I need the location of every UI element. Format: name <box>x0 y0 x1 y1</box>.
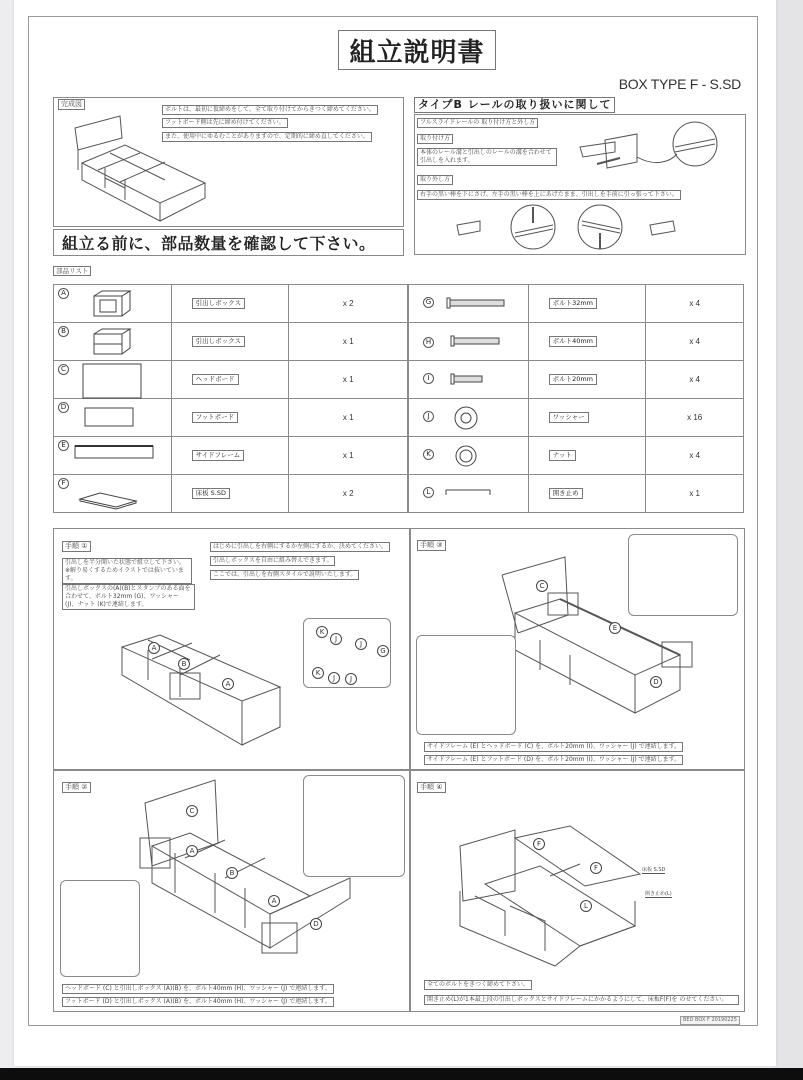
table-row <box>409 437 744 475</box>
step4-note-2: 開き止め(L)が1本最上段の引出しボックスとサイドフレームにかかるようにして、床板F(F)を のせてください。 <box>424 995 739 1005</box>
part-mark: I <box>423 373 434 384</box>
step2-note-2: フットボード (D) と引出しボックス (A)(B) を、ボルト40mm (H)、ワッシャー (J) で連結します。 <box>62 997 334 1007</box>
part-name: フットボード <box>192 412 239 423</box>
part-name: 引出しボックス <box>192 336 245 347</box>
step2-label-b: B <box>226 867 238 879</box>
part-qty: x 1 <box>289 323 408 361</box>
part-mark: J <box>423 411 434 422</box>
bolt-20-icon <box>451 374 485 384</box>
completed-bed-illustration <box>70 108 210 233</box>
table-row <box>54 285 408 323</box>
part-mark: H <box>423 337 434 348</box>
step3-label-d: D <box>650 676 662 688</box>
step4-label-l: L <box>580 900 592 912</box>
rail-attach-label: 取り付け方 <box>417 134 453 144</box>
viewer-scrollbar[interactable] <box>773 0 803 1068</box>
step2-label: 手順 ② <box>62 782 91 793</box>
table-row <box>54 323 408 361</box>
step2-detail-inset-left <box>60 880 140 977</box>
step4-note-1: 全てのボルトをきつく締めて下さい。 <box>424 980 532 990</box>
step2-label-a1: A <box>186 845 198 857</box>
completed-note-3: また、使用中にゆるむことがありますので、定期的に締め直してください。 <box>162 132 372 142</box>
part-name: ヘッドボード <box>192 374 239 385</box>
part-qty: x 2 <box>289 475 408 513</box>
drawer-box-shelf-icon <box>92 328 132 356</box>
step1-note-a: 引出しを半分開いた状態で組立して下さい。 ※解り易くするためイラストでは抜いています。 <box>62 558 192 584</box>
part-mark: K <box>423 449 434 460</box>
step3-label-e: E <box>609 622 621 634</box>
nut-icon <box>455 445 477 467</box>
step3-note-1: サイドフレーム (E) とヘッドボード (C) を、ボルト20mm (I)、ワッシャー (J) で連結します。 <box>424 742 683 752</box>
step2-label-d: D <box>310 918 322 930</box>
part-name: 引出しボックス <box>192 298 245 309</box>
step3-label: 手順 ③ <box>417 540 446 551</box>
part-name: ナット <box>549 450 576 461</box>
model-name: BOX TYPE F - S.SD <box>618 76 741 92</box>
parts-list-label: 部品リスト <box>53 266 91 276</box>
part-mark: A <box>58 288 69 299</box>
table-row <box>409 323 744 361</box>
bolt-40-icon <box>451 336 501 346</box>
table-row <box>409 399 744 437</box>
step1-detail-j2: J <box>355 638 367 650</box>
step1-detail-j1: J <box>330 633 342 645</box>
part-name: ボルト32mm <box>549 298 597 309</box>
document-title: 組立説明書 <box>338 30 496 70</box>
rail-section-heading: タイプB レールの取り扱いに関して <box>414 97 615 113</box>
table-row <box>409 475 744 513</box>
step1-right-note-2: 引出しボックスを自由に組み替えできます。 <box>210 556 335 566</box>
step1-detail-j3: J <box>328 672 340 684</box>
part-qty: x 4 <box>646 361 744 399</box>
part-name: サイドフレーム <box>192 450 245 461</box>
rail-attach-text: 本体のレール溝と引出しのレールの溝を合わせて引出しを入れます。 <box>417 148 557 166</box>
table-row <box>409 285 744 323</box>
part-name: ボルト40mm <box>549 336 597 347</box>
part-mark: F <box>58 478 69 489</box>
part-name: ボルト20mm <box>549 374 597 385</box>
step1-label-a2: A <box>222 678 234 690</box>
table-row <box>54 399 408 437</box>
part-qty: x 2 <box>289 285 408 323</box>
table-row <box>54 361 408 399</box>
step2-detail-inset-right <box>303 775 405 877</box>
step4-callout-floor: 床板 S.SD <box>642 867 666 873</box>
step1-label-b: B <box>178 658 190 670</box>
rail-remove-illustration <box>455 205 685 253</box>
headboard-icon <box>82 363 142 399</box>
floor-board-icon <box>78 491 138 509</box>
rail-remove-label: 取り外し方 <box>417 175 453 185</box>
completed-note-1: ボルトは、最初に仮締めをして、全て取り付けてからきつく締めてください。 <box>162 105 378 115</box>
completed-diagram-label: 完成図 <box>58 99 85 110</box>
step1-detail-k2: K <box>312 667 324 679</box>
viewer-bottom-bar <box>0 1068 803 1080</box>
drawer-box-icon <box>92 290 132 318</box>
step4-floor-board-illustration <box>455 826 640 966</box>
table-row <box>54 437 408 475</box>
step2-label-c: C <box>186 805 198 817</box>
step3-detail-inset-top <box>628 534 738 616</box>
part-mark: G <box>423 297 434 308</box>
step1-detail-j4: J <box>345 673 357 685</box>
parts-table-right <box>408 284 744 513</box>
part-name: ワッシャー <box>549 412 589 423</box>
step3-detail-inset-left <box>416 635 516 735</box>
step3-label-c: C <box>536 580 548 592</box>
step1-detail-k1: K <box>316 626 328 638</box>
rail-remove-text: 右手の黒い棒を下にさげ、左手の黒い棒を上にあげたまま、引出しを手前に引っ張って下さい。 <box>417 190 681 200</box>
step2-note-1: ヘッドボード (C) と引出しボックス (A)(B) を、ボルト40mm (H)、ワッシャー (J) で連結します。 <box>62 984 334 994</box>
part-qty: x 1 <box>289 399 408 437</box>
part-qty: x 16 <box>646 399 744 437</box>
bolt-32-icon <box>447 298 507 308</box>
step4-label: 手順 ④ <box>417 782 446 793</box>
part-mark: D <box>58 402 69 413</box>
step4-label-f2: F <box>590 862 602 874</box>
part-mark: L <box>423 487 434 498</box>
step1-right-note-1: はじめに引出しを右側にするか左側にするか、決めてください。 <box>210 542 390 552</box>
step1-label: 手順 ① <box>62 541 91 552</box>
table-row <box>409 361 744 399</box>
parts-table-left <box>53 284 408 513</box>
table-row <box>54 475 408 513</box>
part-name: 開き止め <box>549 488 583 499</box>
step1-note-b: 引出しボックスの(A)(B)とスタンプのある面を合わせて、ボルト32mm (G)、ワッシャー (J)、ナット (K)で連結します。 <box>62 584 195 610</box>
part-name: 床板 S.SD <box>192 488 230 499</box>
part-qty: x 4 <box>646 323 744 361</box>
step1-drawer-boxes-illustration <box>120 635 280 750</box>
part-qty: x 1 <box>289 437 408 475</box>
part-qty: x 1 <box>646 475 744 513</box>
step2-label-a2: A <box>268 895 280 907</box>
step4-label-f1: F <box>533 838 545 850</box>
step1-right-note-3: ここでは、引出しを右側スタイルで説明いたします。 <box>210 570 359 580</box>
washer-icon <box>454 406 478 430</box>
check-parts-banner: 組立る前に、部品数量を確認して下さい。 <box>53 229 404 256</box>
part-mark: B <box>58 326 69 337</box>
part-qty: x 1 <box>289 361 408 399</box>
part-mark: C <box>58 364 69 375</box>
stopper-icon <box>445 489 491 495</box>
document-code: BED BOX F 20190225 <box>680 1016 740 1025</box>
part-qty: x 4 <box>646 437 744 475</box>
step1-label-a1: A <box>148 642 160 654</box>
part-mark: E <box>58 440 69 451</box>
rail-subtitle: フルスライドレールの 取り付け方と外し方 <box>417 118 538 128</box>
step3-note-2: サイドフレーム (E) とフットボード (D) を、ボルト20mm (I)、ワッシャー (J) で連結します。 <box>424 755 683 765</box>
rail-attach-illustration <box>575 122 725 184</box>
step4-callout-stopper: 開き止め(L) <box>645 891 672 897</box>
part-qty: x 4 <box>646 285 744 323</box>
side-frame-icon <box>74 443 154 459</box>
completed-note-2: フットボード側は先に締め付けてください。 <box>162 118 288 128</box>
step1-detail-g: G <box>377 645 389 657</box>
footboard-icon <box>84 407 134 427</box>
